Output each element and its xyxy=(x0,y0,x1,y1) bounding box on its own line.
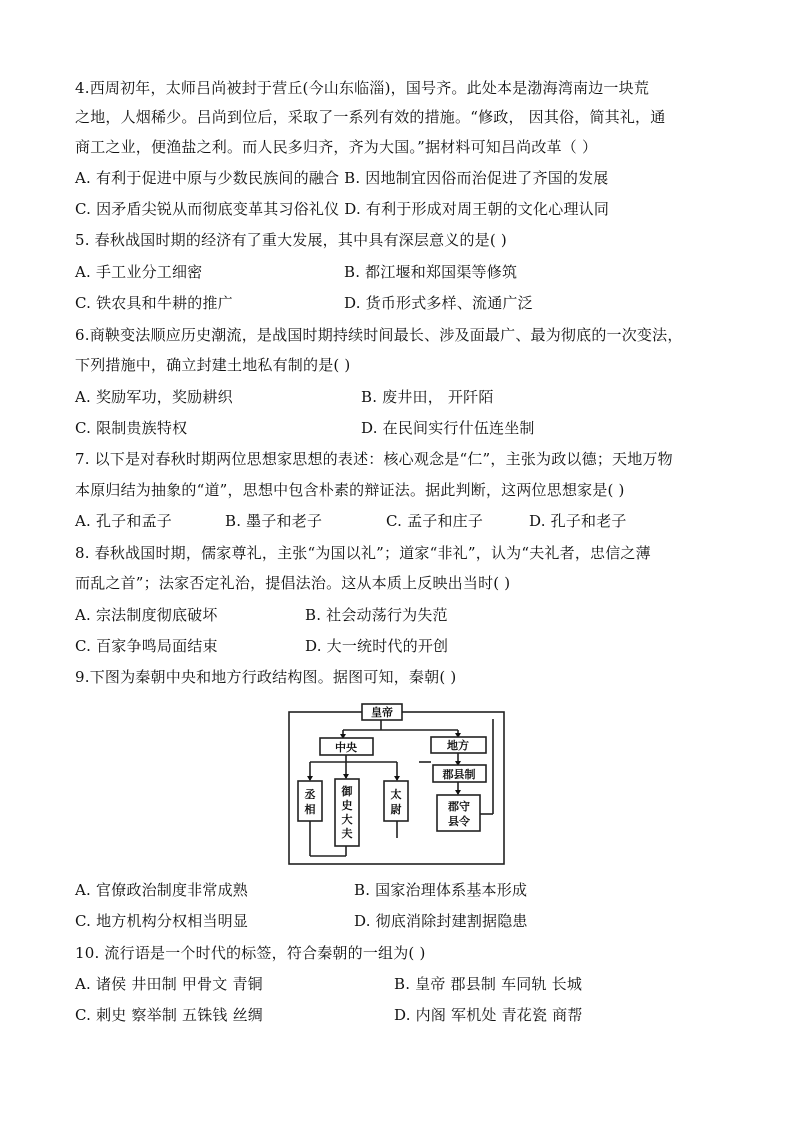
yushi-char-4: 夫 xyxy=(341,827,353,840)
q6-stem-line2: 下列措施中，确立封建土地私有制的是( ) xyxy=(75,356,351,374)
chengxiang-char-1: 丞 xyxy=(304,788,316,801)
q4-options-ab[interactable]: A. 有利于促进中原与少数民族间的融合 B. 因地制宜因俗而治促进了齐国的发展 xyxy=(75,169,609,187)
q6-option-a[interactable]: A. 奖励军功，奖励耕织 xyxy=(75,388,233,406)
q8-option-d[interactable]: D. 大一统时代的开创 xyxy=(305,637,449,655)
q8-option-a[interactable]: A. 宗法制度彻底破坏 xyxy=(75,606,218,624)
q5-option-a[interactable]: A. 手工业分工细密 xyxy=(75,263,203,281)
chengxiang-char-2: 相 xyxy=(304,803,316,816)
q8-stem-line1: 8. 春秋战国时期，儒家尊礼，主张“为国以礼”；道家“非礼”，认为“夫礼者，忠信之薄 xyxy=(75,544,651,562)
q6-option-c[interactable]: C. 限制贵族特权 xyxy=(75,419,188,437)
junxian-label: 郡县制 xyxy=(442,768,476,781)
q7-option-d[interactable]: D. 孔子和老子 xyxy=(529,512,627,530)
q4-options-cd[interactable]: C. 因矛盾尖锐从而彻底变革其习俗礼仪 D. 有利于形成对周王朝的文化心理认同 xyxy=(75,200,610,218)
q8-option-b[interactable]: B. 社会动荡行为失范 xyxy=(305,606,448,624)
q5-option-b[interactable]: B. 都江堰和郑国渠等修筑 xyxy=(344,263,518,281)
taiwei-char-1: 太 xyxy=(390,788,402,801)
q10-option-c[interactable]: C. 刺史 察举制 五铢钱 丝绸 xyxy=(75,1006,263,1024)
q7-stem-line1: 7. 以下是对春秋时期两位思想家思想的表述：核心观念是“仁”，主张为政以德；天地万物 xyxy=(75,450,673,468)
q5-option-c[interactable]: C. 铁农具和牛耕的推广 xyxy=(75,294,233,312)
q10-option-d[interactable]: D. 内阁 军机处 青花瓷 商帮 xyxy=(394,1006,583,1024)
q9-option-c[interactable]: C. 地方机构分权相当明显 xyxy=(75,912,249,930)
yushi-char-2: 史 xyxy=(341,799,353,812)
q6-option-b[interactable]: B. 废井田， 开阡陌 xyxy=(361,388,494,406)
junshou-label: 郡守 xyxy=(448,800,470,813)
q8-stem-line2: 而乱之首”；法家否定礼治，提倡法治。这从本质上反映出当时( ) xyxy=(75,574,511,592)
q10-option-b[interactable]: B. 皇帝 郡县制 车同轨 长城 xyxy=(394,975,583,993)
q9-stem: 9.下图为秦朝中央和地方行政结构图。据图可知，秦朝( ) xyxy=(75,668,457,686)
taiwei-char-2: 尉 xyxy=(390,803,402,816)
q7-option-a[interactable]: A. 孔子和孟子 xyxy=(75,512,172,530)
yushi-char-3: 大 xyxy=(341,813,353,826)
q8-option-c[interactable]: C. 百家争鸣局面结束 xyxy=(75,637,218,655)
q6-option-d[interactable]: D. 在民间实行什伍连坐制 xyxy=(361,419,535,437)
q4-stem-line2: 之地，人烟稀少。吕尚到位后，采取了一系列有效的措施。“修政， 因其俗，简其礼，通 xyxy=(75,108,666,126)
q9-option-b[interactable]: B. 国家治理体系基本形成 xyxy=(354,881,528,899)
q4-stem-line3: 商工之业，便渔盐之利。而人民多归齐，齐为大国。”据材料可知吕尚改革（ ） xyxy=(75,138,598,156)
q5-option-d[interactable]: D. 货币形式多样、流通广泛 xyxy=(344,294,533,312)
xianling-label: 县令 xyxy=(448,815,470,828)
q10-stem: 10. 流行语是一个时代的标签，符合秦朝的一组为( ) xyxy=(75,944,426,962)
yushi-char-1: 御 xyxy=(341,785,353,798)
central-label: 中央 xyxy=(335,741,357,754)
q5-stem: 5. 春秋战国时期的经济有了重大发展，其中具有深层意义的是( ) xyxy=(75,231,507,249)
emperor-label: 皇帝 xyxy=(371,706,393,719)
q10-option-a[interactable]: A. 诸侯 井田制 甲骨文 青铜 xyxy=(75,975,263,993)
q4-stem-line1: 4.西周初年，太师吕尚被封于营丘(今山东临淄)，国号齐。此处本是渤海湾南边一块荒 xyxy=(75,79,650,97)
q7-option-c[interactable]: C. 孟子和庄子 xyxy=(386,512,484,530)
q6-stem-line1: 6.商鞅变法顺应历史潮流，是战国时期持续时间最长、涉及面最广、最为彻底的一次变法， xyxy=(75,326,683,344)
local-label: 地方 xyxy=(447,739,469,752)
q9-option-d[interactable]: D. 彻底消除封建割据隐患 xyxy=(354,912,528,930)
q9-option-a[interactable]: A. 官僚政治制度非常成熟 xyxy=(75,881,248,899)
q7-option-b[interactable]: B. 墨子和老子 xyxy=(225,512,323,530)
q7-stem-line2: 本原归结为抽象的“道”，思想中包含朴素的辩证法。据此判断，这两位思想家是( ) xyxy=(75,481,625,499)
